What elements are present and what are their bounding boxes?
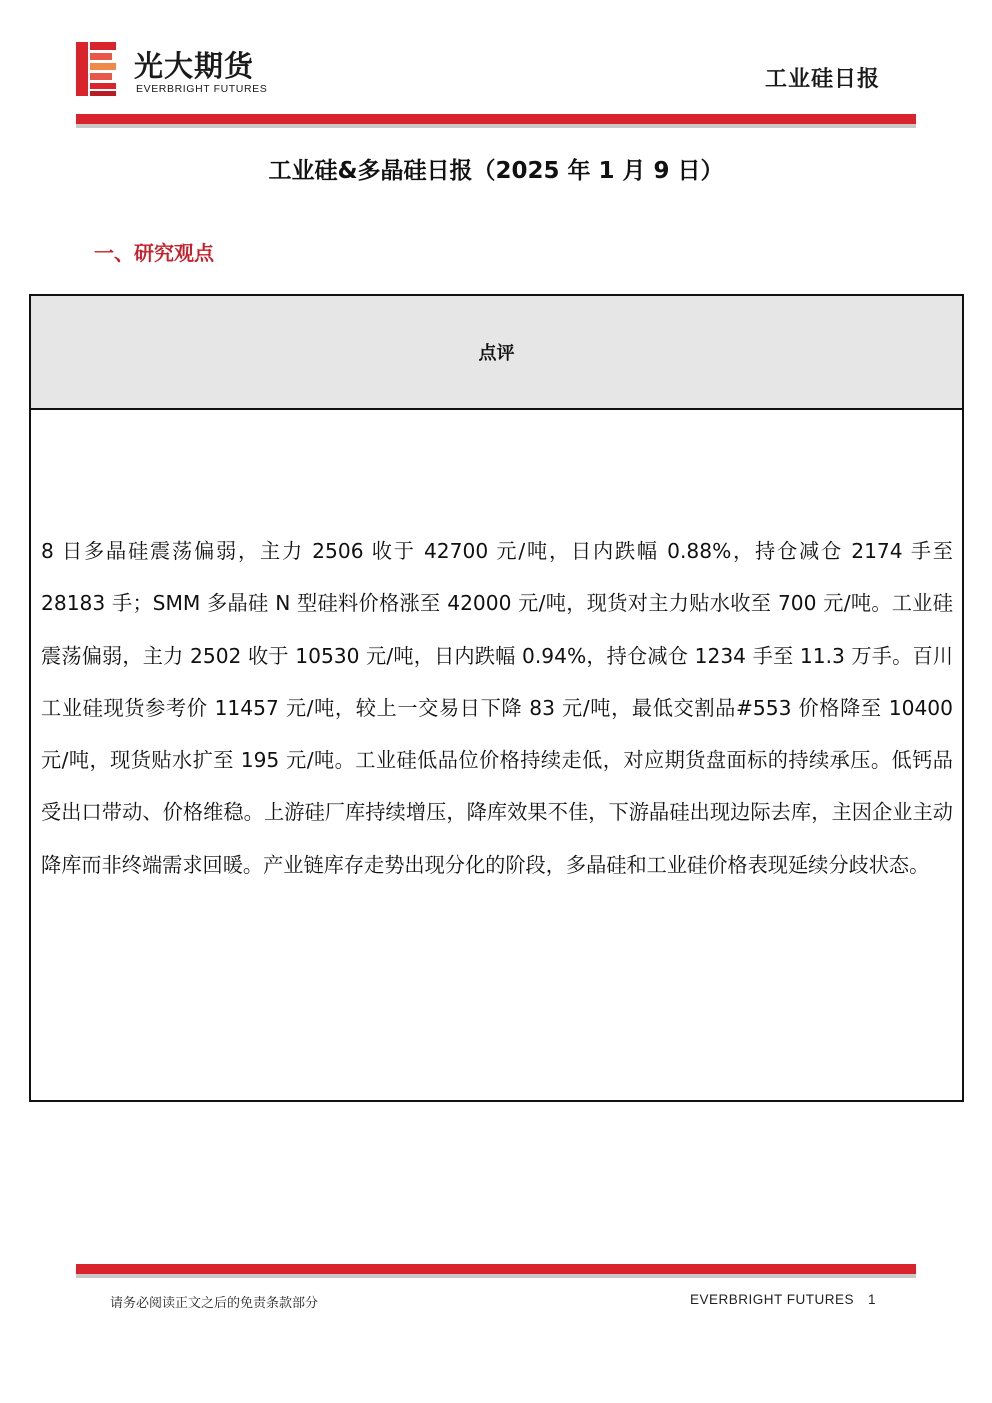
report-type-label: 工业硅日报 (764, 67, 880, 92)
header-divider (76, 114, 916, 128)
logo-chinese-name: 光大期货 (134, 49, 255, 83)
document-title: 工业硅&多晶硅日报（2025 年 1 月 9 日） (268, 158, 724, 184)
disclaimer-note: 请务必阅读正文之后的免责条款部分 (110, 1296, 319, 1311)
comment-table (29, 294, 964, 1102)
footer-brand (690, 1292, 876, 1307)
page-number: 1 (867, 1292, 876, 1307)
comment-table-header (31, 296, 962, 410)
comment-body-text: 8 日多晶硅震荡偏弱，主力 2506 收于 42700 元/吨，日内跌幅 0.88%，持仓减仓 2174 手至 28183 手；SMM 多晶硅 N 型硅料价格涨至 42000 元/吨，现货对主力贴水收至 700 元/吨。工业硅震荡偏弱，主力 2502 收于 10530 元/吨，日内跌幅 0.94%，持仓减仓 1234 手至 11.3 万手。百川工业硅现货参考价 11457 元/吨，较上一交易日下降 83 元/吨，最低交割品#553 价格降至 10400 元/吨，现货贴水扩至 195 元/吨。工业硅低品位价格持续走低，对应期货盘面标的持续承压。低钙品受出口带动、价格维稳。上游硅厂库持续增压，降库效果不佳，下游晶硅出现边际去库，主因企业主动降库而非终端需求回暖。产业链库存走势出现分化的阶段，多晶硅和工业硅价格表现延续分歧状态。 (41, 539, 953, 877)
everbright-logo-icon (76, 42, 116, 96)
logo-english-name: EVERBRIGHT FUTURES (136, 83, 268, 95)
footer-brand-name: EVERBRIGHT FUTURES (689, 1292, 854, 1307)
footer-divider (76, 1264, 916, 1278)
section-heading: 一、研究观点 (94, 241, 214, 265)
company-logo (76, 42, 296, 98)
comment-header-label: 点评 (478, 343, 515, 364)
